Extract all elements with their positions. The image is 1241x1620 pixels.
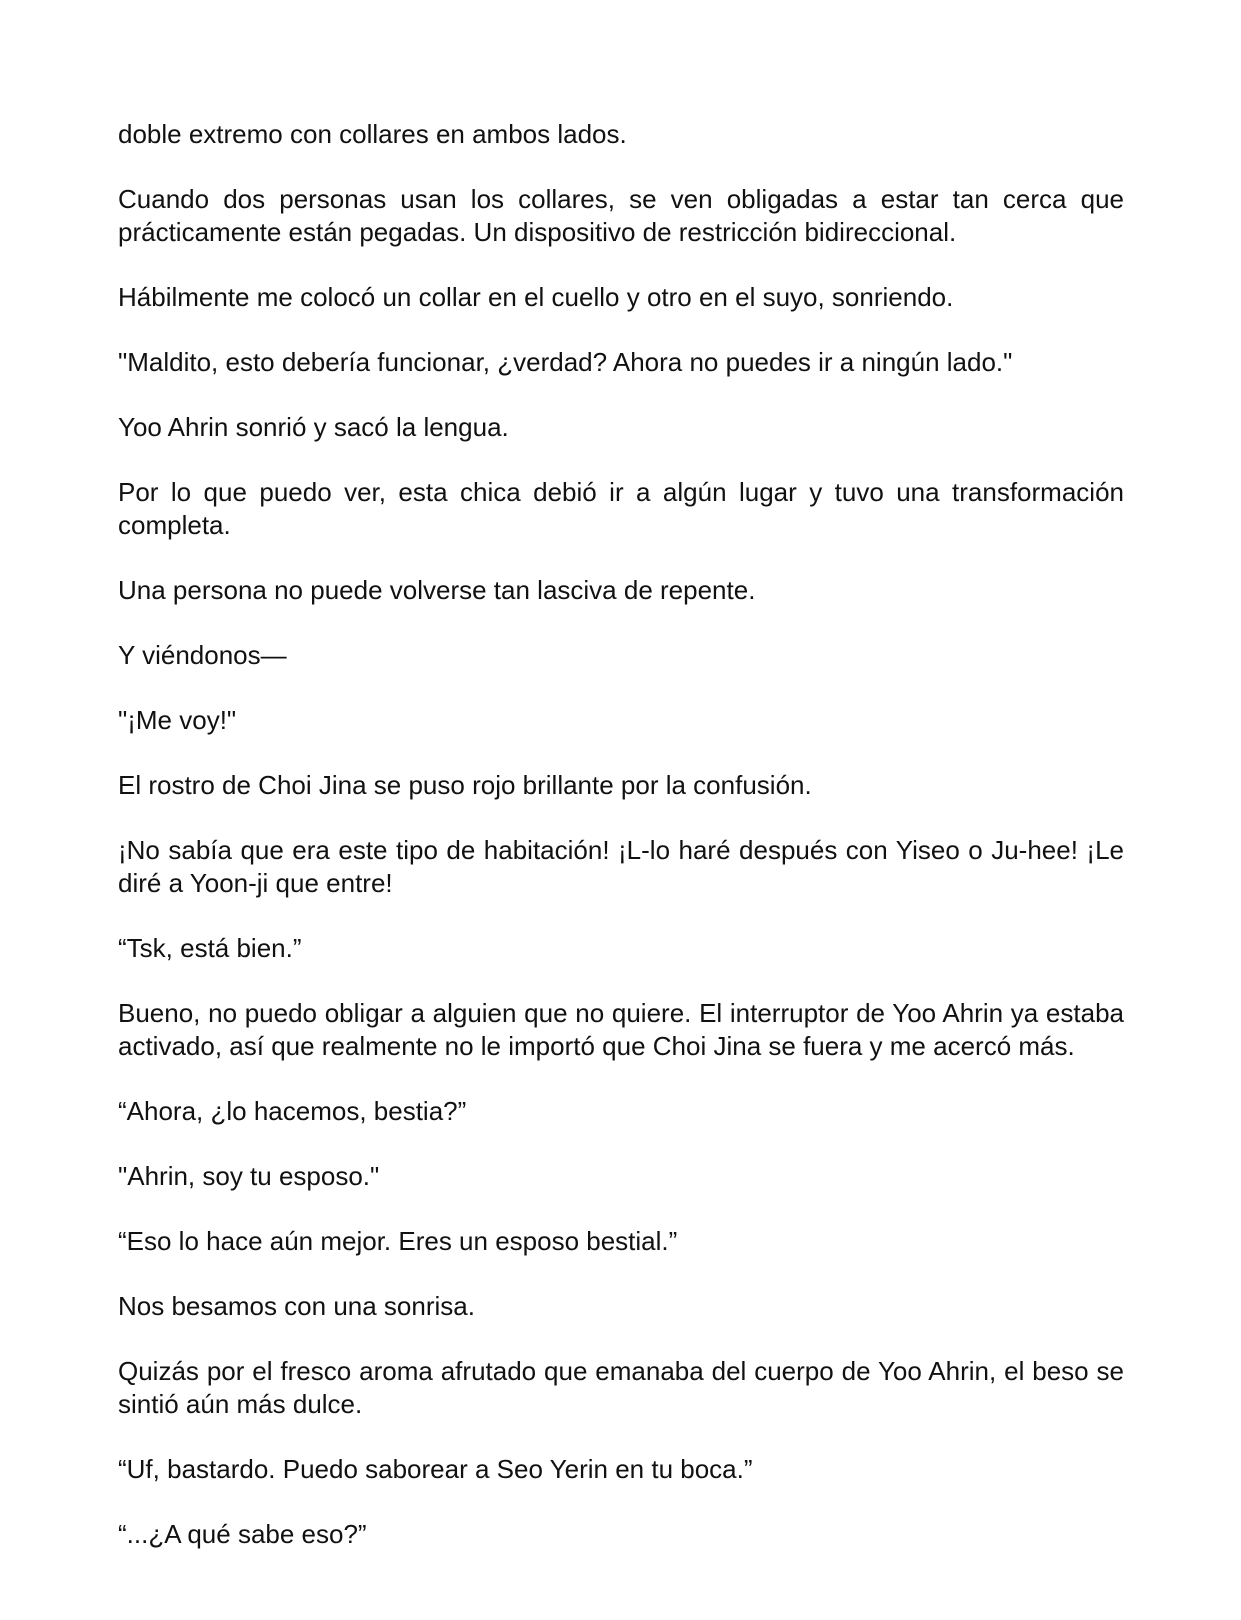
paragraph: ¡No sabía que era este tipo de habitación! ¡L-lo haré después con Yiseo o Ju-hee! ¡Le diré a Yoon-ji que entre! [118, 835, 1124, 898]
paragraph: Bueno, no puedo obligar a alguien que no quiere. El interruptor de Yoo Ahrin ya estaba activado, así que realmente no le importó que Choi Jina se fuera y me acercó más. [118, 998, 1124, 1061]
paragraph: El rostro de Choi Jina se puso rojo brillante por la confusión. [118, 770, 812, 800]
paragraph: Quizás por el fresco aroma afrutado que emanaba del cuerpo de Yoo Ahrin, el beso se sintió aún más dulce. [118, 1356, 1124, 1419]
paragraph: Y viéndonos— [118, 640, 287, 670]
paragraph: “...¿A qué sabe eso?” [118, 1519, 367, 1549]
paragraph: Una persona no puede volverse tan lasciva de repente. [118, 575, 756, 605]
paragraph: "Ahrin, soy tu esposo." [118, 1161, 380, 1191]
paragraph: Por lo que puedo ver, esta chica debió ir a algún lugar y tuvo una transformación completa. [118, 477, 1124, 540]
paragraph: “Eso lo hace aún mejor. Eres un esposo bestial.” [118, 1226, 678, 1256]
paragraph: “Uf, bastardo. Puedo saborear a Seo Yerin en tu boca.” [118, 1454, 753, 1484]
paragraph: Hábilmente me colocó un collar en el cuello y otro en el suyo, sonriendo. [118, 282, 954, 312]
paragraph: Yoo Ahrin sonrió y sacó la lengua. [118, 412, 509, 442]
paragraph: “Ahora, ¿lo hacemos, bestia?” [118, 1096, 467, 1126]
paragraph: Nos besamos con una sonrisa. [118, 1291, 475, 1321]
paragraph: "Maldito, esto debería funcionar, ¿verdad? Ahora no puedes ir a ningún lado." [118, 347, 1013, 377]
paragraph: "¡Me voy!" [118, 705, 237, 735]
paragraph: doble extremo con collares en ambos lados. [118, 119, 627, 149]
paragraph: Cuando dos personas usan los collares, se ven obligadas a estar tan cerca que prácticamente están pegadas. Un dispositivo de restricción bidireccional. [118, 184, 1124, 247]
paragraph: “Tsk, está bien.” [118, 933, 302, 963]
document-page [118, 118, 1124, 1583]
